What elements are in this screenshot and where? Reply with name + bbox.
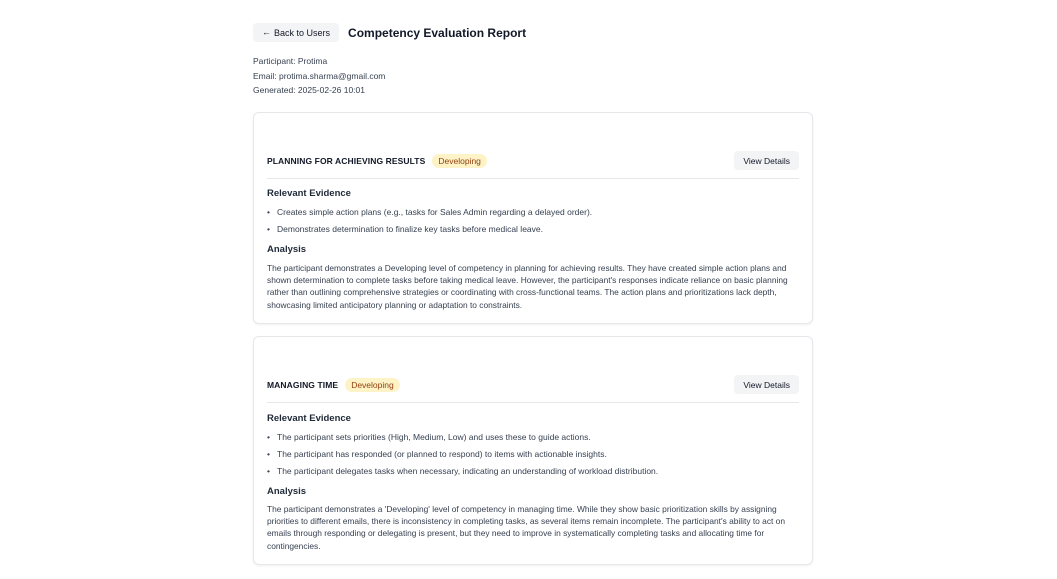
evidence-item: • Demonstrates determination to finalize key tasks before medical leave.	[267, 223, 799, 240]
analysis-text: The participant demonstrates a Developing level of competency in planning for achieving results. They have created simple action plans and shown determination to complete tasks before taking medical leave. However, the participant's responses indicate reliance on basic planning rather than outlining comprehensive strategies or coordinating with cross-functional teams. The action plans and prioritizations lack depth, showcasing limited anticipatory planning or adaptation to constraints.	[267, 263, 788, 310]
participant-email: Email: protima.sharma@gmail.com	[253, 70, 386, 81]
evidence-list	[267, 431, 799, 482]
view-details-button[interactable]: View Details	[734, 151, 799, 170]
competency-title: PLANNING FOR ACHIEVING RESULTS	[267, 155, 426, 166]
evidence-heading: Relevant Evidence	[267, 413, 351, 424]
back-to-users-button[interactable]	[253, 23, 339, 42]
evidence-list	[267, 206, 799, 240]
competency-title: MANAGING TIME	[267, 379, 339, 390]
participant-meta	[253, 55, 385, 99]
evidence-item: • The participant has responded (or planned to respond) to items with actionable insights.	[267, 448, 799, 465]
divider	[267, 402, 799, 403]
participant-name: Participant: Protima	[253, 56, 328, 66]
report-header	[253, 23, 526, 42]
competency-header	[267, 375, 799, 394]
generated-timestamp: Generated: 2025-02-26 10:01	[253, 85, 366, 95]
analysis-heading: Analysis	[267, 486, 307, 497]
competency-card	[253, 112, 813, 324]
competency-card	[253, 336, 813, 565]
evidence-item: • The participant delegates tasks when necessary, indicating an understanding of workload distribution.	[267, 465, 799, 482]
view-details-button[interactable]: View Details	[734, 375, 799, 394]
analysis-text: The participant demonstrates a 'Developing' level of competency in managing time. While they show basic prioritization skills by assigning priorities to different emails, there is inconsistency in completing tasks, as several items remain incomplete. The participant's ability to act on emails through responding or delegating is present, but they need to improve in systematically completing tasks and allocating time for contingencies.	[267, 504, 785, 551]
evidence-item: • Creates simple action plans (e.g., tasks for Sales Admin regarding a delayed order).	[267, 206, 799, 223]
page-title: Competency Evaluation Report	[348, 25, 527, 40]
competency-header	[267, 151, 799, 170]
divider	[267, 178, 799, 179]
level-badge: Developing	[345, 378, 400, 392]
evidence-item: • The participant sets priorities (High, Medium, Low) and uses these to guide actions.	[267, 431, 799, 448]
back-button-label: Back to Users	[274, 27, 331, 38]
evidence-heading: Relevant Evidence	[267, 188, 351, 199]
arrow-left-icon: ←	[262, 27, 271, 37]
analysis-heading: Analysis	[267, 244, 307, 255]
level-badge: Developing	[432, 154, 487, 168]
